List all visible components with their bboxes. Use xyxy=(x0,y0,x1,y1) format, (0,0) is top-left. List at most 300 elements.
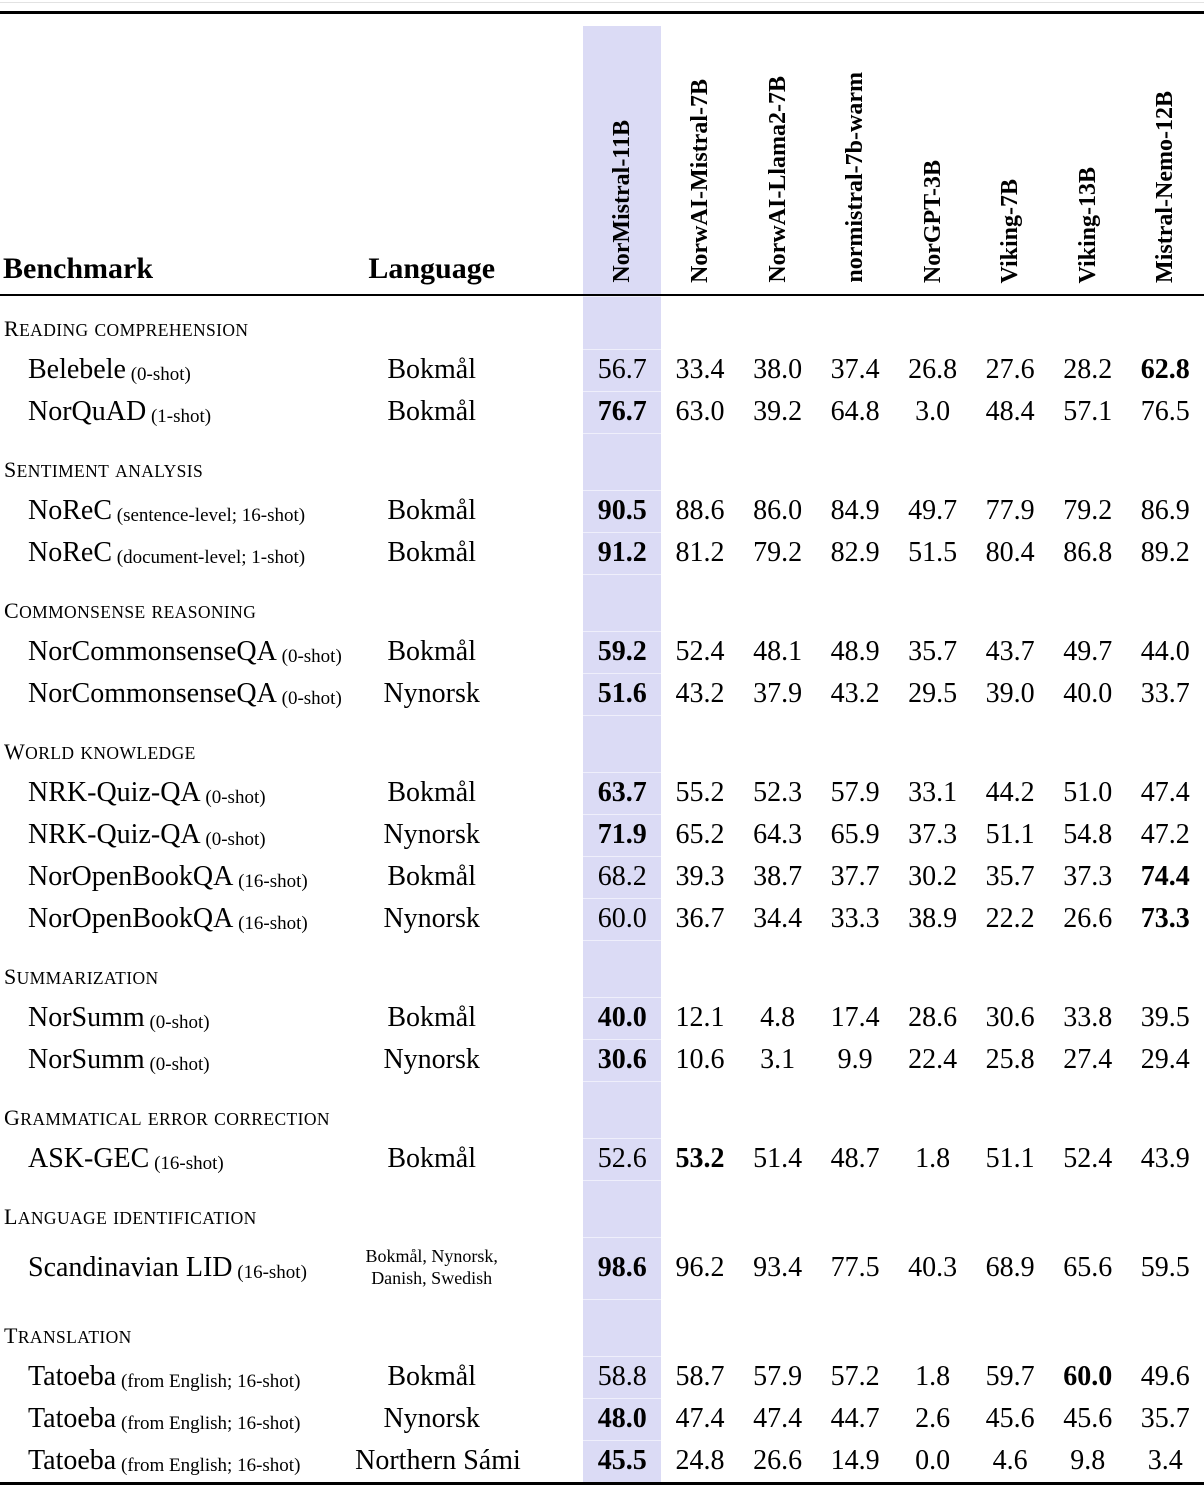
empty-score-cell xyxy=(971,1299,1049,1356)
language-cell: Nynorsk xyxy=(383,819,480,850)
empty-score-cell xyxy=(816,1081,894,1138)
model-column-header-norwai-llama2-7b xyxy=(739,14,817,295)
score-cell: 77.9 xyxy=(985,495,1035,526)
model-column-header-normistral-7b-warm xyxy=(816,14,894,295)
benchmark-name-cell xyxy=(0,1039,355,1081)
benchmark-shot-detail: (0-shot) xyxy=(276,646,342,667)
empty-score-cell xyxy=(1126,574,1204,631)
language-cell: Bokmål, Nynorsk, Danish, Swedish xyxy=(365,1246,498,1288)
score-cell: 37.3 xyxy=(908,819,958,850)
empty-score-cell xyxy=(1126,1081,1204,1138)
score-cell: 39.3 xyxy=(675,861,725,892)
score-cell: 33.3 xyxy=(830,903,880,934)
score-cell: 47.2 xyxy=(1140,819,1190,850)
score-cell: 35.7 xyxy=(1140,1403,1190,1434)
section-row xyxy=(0,940,1204,997)
score-cell: 3.1 xyxy=(760,1044,796,1075)
section-row xyxy=(0,715,1204,772)
language-cell: Bokmål xyxy=(387,1143,477,1174)
empty-score-cell xyxy=(1126,1180,1204,1237)
score-cell: 58.8 xyxy=(583,1356,661,1398)
empty-score-cell xyxy=(971,574,1049,631)
benchmark-row xyxy=(0,532,1204,574)
empty-score-cell xyxy=(739,940,817,997)
benchmark-shot-detail: (16-shot) xyxy=(233,871,308,892)
empty-score-cell xyxy=(583,715,661,772)
score-cell: 60.0 xyxy=(1063,1361,1113,1392)
score-cell: 47.4 xyxy=(675,1403,725,1434)
benchmark-name-cell xyxy=(0,673,355,715)
benchmark-shot-detail: (16-shot) xyxy=(233,913,308,934)
empty-score-cell xyxy=(1126,295,1204,349)
benchmark-column-header: Benchmark xyxy=(0,14,355,295)
empty-score-cell xyxy=(894,295,972,349)
score-cell: 51.1 xyxy=(985,819,1035,850)
score-cell: 44.2 xyxy=(985,777,1035,808)
empty-score-cell xyxy=(661,574,739,631)
empty-score-cell xyxy=(971,295,1049,349)
score-cell: 45.6 xyxy=(985,1403,1035,1434)
empty-score-cell xyxy=(816,574,894,631)
score-cell: 91.2 xyxy=(583,532,661,574)
empty-score-cell xyxy=(1049,940,1127,997)
empty-score-cell xyxy=(894,1299,972,1356)
score-cell: 93.4 xyxy=(753,1252,803,1283)
table-body xyxy=(0,295,1204,1482)
score-cell: 43.9 xyxy=(1140,1143,1190,1174)
score-cell: 35.7 xyxy=(985,861,1035,892)
benchmark-shot-detail: (document-level; 1-shot) xyxy=(112,547,306,568)
section-title: WORLD KNOWLEDGE xyxy=(4,739,196,764)
benchmark-name-cell xyxy=(0,349,355,391)
benchmark-row xyxy=(0,1356,1204,1398)
empty-score-cell xyxy=(661,1081,739,1138)
benchmark-name: NoReC xyxy=(28,537,112,568)
score-cell: 47.4 xyxy=(753,1403,803,1434)
empty-score-cell xyxy=(1126,433,1204,490)
empty-score-cell xyxy=(661,433,739,490)
benchmark-table-frame xyxy=(0,11,1204,1485)
benchmark-name-cell xyxy=(0,1440,355,1482)
score-cell: 38.7 xyxy=(753,861,803,892)
score-cell: 38.9 xyxy=(908,903,958,934)
score-cell: 37.3 xyxy=(1063,861,1113,892)
score-cell: 26.6 xyxy=(753,1445,803,1476)
score-cell: 84.9 xyxy=(830,495,880,526)
empty-score-cell xyxy=(894,433,972,490)
model-column-header-norwai-mistral-7b xyxy=(661,14,739,295)
score-cell: 52.4 xyxy=(1063,1143,1113,1174)
score-cell: 39.2 xyxy=(753,396,803,427)
score-cell: 51.1 xyxy=(985,1143,1035,1174)
score-cell: 26.6 xyxy=(1063,903,1113,934)
score-cell: 22.2 xyxy=(985,903,1035,934)
benchmark-shot-detail: (from English; 16-shot) xyxy=(116,1413,301,1434)
score-cell: 27.4 xyxy=(1063,1044,1113,1075)
section-title: SUMMARIZATION xyxy=(4,964,159,989)
language-column-header: Language xyxy=(355,14,583,295)
score-cell: 98.6 xyxy=(583,1237,661,1299)
empty-score-cell xyxy=(816,1180,894,1237)
score-cell: 49.6 xyxy=(1140,1361,1190,1392)
section-title: COMMONSENSE REASONING xyxy=(4,598,257,623)
score-cell: 33.1 xyxy=(908,777,958,808)
benchmark-shot-detail: (0-shot) xyxy=(200,787,266,808)
score-cell: 39.0 xyxy=(985,678,1035,709)
benchmark-name: NorSumm xyxy=(28,1002,145,1033)
score-cell: 65.2 xyxy=(675,819,725,850)
score-cell: 3.4 xyxy=(1147,1445,1183,1476)
benchmark-name-cell xyxy=(0,1356,355,1398)
benchmark-shot-detail: (0-shot) xyxy=(144,1054,210,1075)
empty-score-cell xyxy=(1049,715,1127,772)
model-column-header-norgpt-3b xyxy=(894,14,972,295)
score-cell: 79.2 xyxy=(753,537,803,568)
score-cell: 82.9 xyxy=(830,537,880,568)
benchmark-row xyxy=(0,490,1204,532)
empty-score-cell xyxy=(894,715,972,772)
score-cell: 60.0 xyxy=(583,898,661,940)
language-cell: Nynorsk xyxy=(383,1044,480,1075)
benchmark-name: NorOpenBookQA xyxy=(28,903,234,934)
empty-score-cell xyxy=(739,295,817,349)
score-cell: 80.4 xyxy=(985,537,1035,568)
score-cell: 28.6 xyxy=(908,1002,958,1033)
empty-score-cell xyxy=(739,1180,817,1237)
score-cell: 2.6 xyxy=(915,1403,951,1434)
benchmark-name-cell xyxy=(0,391,355,433)
empty-score-cell xyxy=(583,574,661,631)
score-cell: 38.0 xyxy=(753,354,803,385)
benchmark-shot-detail: (0-shot) xyxy=(144,1012,210,1033)
empty-score-cell xyxy=(1126,940,1204,997)
score-cell: 96.2 xyxy=(675,1252,725,1283)
empty-score-cell xyxy=(894,1180,972,1237)
language-cell: Bokmål xyxy=(387,777,477,808)
score-cell: 48.9 xyxy=(830,636,880,667)
benchmark-name: Belebele xyxy=(28,354,126,385)
score-cell: 77.5 xyxy=(830,1252,880,1283)
benchmark-name-cell xyxy=(0,631,355,673)
section-title: TRANSLATION xyxy=(4,1323,132,1348)
benchmark-name-cell xyxy=(0,1398,355,1440)
score-cell: 51.5 xyxy=(908,537,958,568)
benchmark-name: NoReC xyxy=(28,495,112,526)
score-cell: 86.8 xyxy=(1063,537,1113,568)
section-row xyxy=(0,295,1204,349)
benchmark-name-cell xyxy=(0,997,355,1039)
score-cell: 57.9 xyxy=(830,777,880,808)
benchmark-row xyxy=(0,898,1204,940)
benchmark-shot-detail: (16-shot) xyxy=(149,1153,224,1174)
benchmark-shot-detail: (1-shot) xyxy=(146,406,212,427)
empty-score-cell xyxy=(739,1299,817,1356)
empty-score-cell xyxy=(816,1299,894,1356)
empty-score-cell xyxy=(1126,1299,1204,1356)
score-cell: 49.7 xyxy=(1063,636,1113,667)
empty-score-cell xyxy=(816,295,894,349)
empty-score-cell xyxy=(583,1081,661,1138)
score-cell: 73.3 xyxy=(1140,903,1190,934)
language-cell: Nynorsk xyxy=(383,903,480,934)
page-top-hairline xyxy=(0,2,1204,3)
score-cell: 37.9 xyxy=(753,678,803,709)
benchmark-row xyxy=(0,856,1204,898)
model-column-header-normistral-11b xyxy=(583,14,661,295)
empty-score-cell xyxy=(661,295,739,349)
benchmark-row xyxy=(0,814,1204,856)
empty-score-cell xyxy=(583,1299,661,1356)
score-cell: 89.2 xyxy=(1140,537,1190,568)
score-cell: 43.7 xyxy=(985,636,1035,667)
score-cell: 51.6 xyxy=(583,673,661,715)
empty-score-cell xyxy=(971,1081,1049,1138)
score-cell: 40.0 xyxy=(1063,678,1113,709)
score-cell: 86.0 xyxy=(753,495,803,526)
score-cell: 48.0 xyxy=(583,1398,661,1440)
score-cell: 71.9 xyxy=(583,814,661,856)
score-cell: 10.6 xyxy=(675,1044,725,1075)
score-cell: 4.6 xyxy=(992,1445,1028,1476)
score-cell: 12.1 xyxy=(675,1002,725,1033)
benchmark-name: NorQuAD xyxy=(28,396,147,427)
score-cell: 1.8 xyxy=(915,1361,951,1392)
empty-score-cell xyxy=(661,715,739,772)
score-cell: 24.8 xyxy=(675,1445,725,1476)
empty-score-cell xyxy=(971,433,1049,490)
score-cell: 68.9 xyxy=(985,1252,1035,1283)
score-cell: 36.7 xyxy=(675,903,725,934)
benchmark-name-cell xyxy=(0,490,355,532)
score-cell: 33.8 xyxy=(1063,1002,1113,1033)
benchmark-row xyxy=(0,673,1204,715)
score-cell: 26.8 xyxy=(908,354,958,385)
benchmark-row xyxy=(0,1237,1204,1299)
model-column-header-viking-13b xyxy=(1049,14,1127,295)
score-cell: 43.2 xyxy=(830,678,880,709)
score-cell: 64.3 xyxy=(753,819,803,850)
score-cell: 65.9 xyxy=(830,819,880,850)
empty-score-cell xyxy=(583,940,661,997)
empty-score-cell xyxy=(739,715,817,772)
empty-score-cell xyxy=(661,1180,739,1237)
language-cell: Bokmål xyxy=(387,1002,477,1033)
benchmark-name: NorCommonsenseQA xyxy=(28,678,277,709)
empty-score-cell xyxy=(739,433,817,490)
section-title: GRAMMATICAL ERROR CORRECTION xyxy=(4,1105,330,1130)
score-cell: 76.7 xyxy=(583,391,661,433)
benchmark-shot-detail: (from English; 16-shot) xyxy=(116,1371,301,1392)
score-cell: 37.7 xyxy=(830,861,880,892)
benchmark-name-cell xyxy=(0,814,355,856)
score-cell: 81.2 xyxy=(675,537,725,568)
score-cell: 39.5 xyxy=(1140,1002,1190,1033)
section-row xyxy=(0,1299,1204,1356)
score-cell: 25.8 xyxy=(985,1044,1035,1075)
empty-score-cell xyxy=(971,1180,1049,1237)
score-cell: 35.7 xyxy=(908,636,958,667)
benchmark-name-cell xyxy=(0,1138,355,1180)
empty-score-cell xyxy=(894,1081,972,1138)
section-title: READING COMPREHENSION xyxy=(4,316,249,341)
paper-benchmark-table-page xyxy=(0,2,1204,1485)
model-name-rotated-label: Mistral-Nemo-12B xyxy=(1152,91,1179,283)
section-row xyxy=(0,1081,1204,1138)
section-title: LANGUAGE IDENTIFICATION xyxy=(4,1204,257,1229)
benchmark-name: Tatoeba xyxy=(28,1445,117,1476)
empty-score-cell xyxy=(816,940,894,997)
benchmark-row xyxy=(0,1138,1204,1180)
score-cell: 63.7 xyxy=(583,772,661,814)
model-name-rotated-label: normistral-7b-warm xyxy=(842,72,869,283)
empty-score-cell xyxy=(739,1081,817,1138)
section-title: SENTIMENT ANALYSIS xyxy=(4,457,204,482)
score-cell: 48.7 xyxy=(830,1143,880,1174)
score-cell: 59.2 xyxy=(583,631,661,673)
benchmark-name-cell xyxy=(0,1237,355,1299)
language-cell: Bokmål xyxy=(387,396,477,427)
score-cell: 57.2 xyxy=(830,1361,880,1392)
score-cell: 64.8 xyxy=(830,396,880,427)
language-cell: Northern Sámi xyxy=(355,1445,521,1476)
score-cell: 33.4 xyxy=(675,354,725,385)
language-cell: Bokmål xyxy=(387,861,477,892)
model-name-rotated-label: NorMistral-11B xyxy=(609,120,636,283)
empty-score-cell xyxy=(1126,715,1204,772)
benchmark-row xyxy=(0,349,1204,391)
benchmark-name: NRK-Quiz-QA xyxy=(28,777,201,808)
score-cell: 28.2 xyxy=(1063,354,1113,385)
empty-score-cell xyxy=(894,574,972,631)
score-cell: 9.8 xyxy=(1070,1445,1106,1476)
benchmark-name: NRK-Quiz-QA xyxy=(28,819,201,850)
benchmark-row xyxy=(0,631,1204,673)
score-cell: 48.4 xyxy=(985,396,1035,427)
score-cell: 65.6 xyxy=(1063,1252,1113,1283)
benchmark-shot-detail: (0-shot) xyxy=(200,829,266,850)
score-cell: 44.7 xyxy=(830,1403,880,1434)
benchmark-name-cell xyxy=(0,898,355,940)
benchmark-name: NorSumm xyxy=(28,1044,145,1075)
score-cell: 47.4 xyxy=(1140,777,1190,808)
model-name-rotated-label: NorwAI-Llama2-7B xyxy=(764,76,791,283)
model-name-rotated-label: NorGPT-3B xyxy=(919,159,946,283)
benchmark-results-table xyxy=(0,14,1204,1482)
benchmark-shot-detail: (0-shot) xyxy=(125,364,191,385)
language-cell: Bokmål xyxy=(387,495,477,526)
score-cell: 40.3 xyxy=(908,1252,958,1283)
score-cell: 17.4 xyxy=(830,1002,880,1033)
score-cell: 57.9 xyxy=(753,1361,803,1392)
empty-score-cell xyxy=(816,715,894,772)
score-cell: 51.0 xyxy=(1063,777,1113,808)
score-cell: 62.8 xyxy=(1140,354,1190,385)
empty-score-cell xyxy=(971,940,1049,997)
empty-score-cell xyxy=(1049,574,1127,631)
empty-score-cell xyxy=(583,433,661,490)
score-cell: 30.6 xyxy=(985,1002,1035,1033)
score-cell: 45.5 xyxy=(583,1440,661,1482)
score-cell: 45.6 xyxy=(1063,1403,1113,1434)
model-name-rotated-label: Viking-7B xyxy=(997,178,1024,283)
empty-score-cell xyxy=(583,1180,661,1237)
score-cell: 55.2 xyxy=(675,777,725,808)
score-cell: 59.5 xyxy=(1140,1252,1190,1283)
score-cell: 52.6 xyxy=(583,1138,661,1180)
language-cell: Bokmål xyxy=(387,537,477,568)
benchmark-name-cell xyxy=(0,532,355,574)
benchmark-row xyxy=(0,1440,1204,1482)
benchmark-shot-detail: (0-shot) xyxy=(276,688,342,709)
empty-score-cell xyxy=(1049,1180,1127,1237)
section-row xyxy=(0,433,1204,490)
score-cell: 57.1 xyxy=(1063,396,1113,427)
score-cell: 79.2 xyxy=(1063,495,1113,526)
empty-score-cell xyxy=(661,940,739,997)
model-column-header-mistral-nemo-12b xyxy=(1126,14,1204,295)
empty-score-cell xyxy=(739,574,817,631)
language-cell: Bokmål xyxy=(387,1361,477,1392)
score-cell: 59.7 xyxy=(985,1361,1035,1392)
score-cell: 22.4 xyxy=(908,1044,958,1075)
score-cell: 58.7 xyxy=(675,1361,725,1392)
score-cell: 14.9 xyxy=(830,1445,880,1476)
benchmark-row xyxy=(0,1398,1204,1440)
score-cell: 43.2 xyxy=(675,678,725,709)
benchmark-name: NorCommonsenseQA xyxy=(28,636,277,667)
benchmark-shot-detail: (from English; 16-shot) xyxy=(116,1455,301,1476)
score-cell: 33.7 xyxy=(1140,678,1190,709)
score-cell: 54.8 xyxy=(1063,819,1113,850)
table-header xyxy=(0,14,1204,295)
benchmark-name-cell xyxy=(0,856,355,898)
score-cell: 63.0 xyxy=(675,396,725,427)
empty-score-cell xyxy=(1049,1299,1127,1356)
score-cell: 56.7 xyxy=(583,349,661,391)
language-cell: Bokmål xyxy=(387,354,477,385)
score-cell: 86.9 xyxy=(1140,495,1190,526)
score-cell: 4.8 xyxy=(760,1002,796,1033)
score-cell: 49.7 xyxy=(908,495,958,526)
benchmark-name: NorOpenBookQA xyxy=(28,861,234,892)
empty-score-cell xyxy=(971,715,1049,772)
score-cell: 44.0 xyxy=(1140,636,1190,667)
benchmark-shot-detail: (16-shot) xyxy=(232,1262,307,1283)
empty-score-cell xyxy=(1049,433,1127,490)
score-cell: 0.0 xyxy=(915,1445,951,1476)
score-cell: 40.0 xyxy=(583,997,661,1039)
score-cell: 9.9 xyxy=(837,1044,873,1075)
model-column-header-viking-7b xyxy=(971,14,1049,295)
score-cell: 53.2 xyxy=(675,1143,725,1174)
benchmark-row xyxy=(0,997,1204,1039)
section-row xyxy=(0,574,1204,631)
empty-score-cell xyxy=(816,433,894,490)
benchmark-row xyxy=(0,391,1204,433)
benchmark-shot-detail: (sentence-level; 16-shot) xyxy=(112,505,306,526)
score-cell: 29.4 xyxy=(1140,1044,1190,1075)
score-cell: 34.4 xyxy=(753,903,803,934)
score-cell: 30.6 xyxy=(583,1039,661,1081)
empty-score-cell xyxy=(1049,1081,1127,1138)
score-cell: 51.4 xyxy=(753,1143,803,1174)
header-row xyxy=(0,14,1204,295)
score-cell: 90.5 xyxy=(583,490,661,532)
benchmark-name: ASK-GEC xyxy=(28,1143,150,1174)
score-cell: 52.3 xyxy=(753,777,803,808)
benchmark-name: Tatoeba xyxy=(28,1361,117,1392)
score-cell: 3.0 xyxy=(915,396,951,427)
